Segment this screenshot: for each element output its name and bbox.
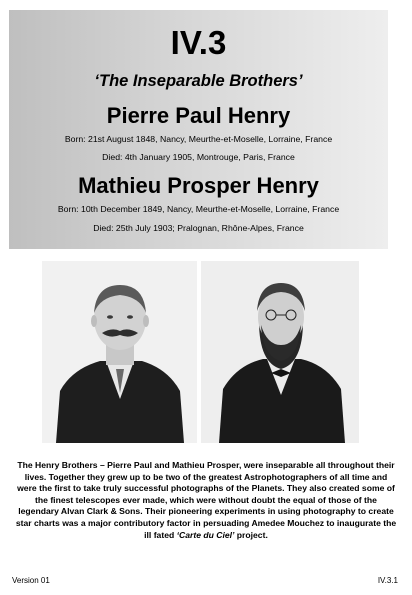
person2-died: Died: 25th July 1903; Pralognan, Rhône-Alpes, France	[93, 223, 304, 233]
biography-text: The Henry Brothers – Pierre Paul and Mathieu Prosper, were inseparable all throughout their lives. Together they grew up to be two of the greatest Astrophotographers of all time and were the first to take truly successful photographs of the Planets. They also created some of the finest telescopes ever made, which were without doubt the equal of those of the legendary Alvan Clark & Sons. Their pioneering experiments in using photography to create star charts was a major contributory factor in persuading Amedee Mouchez to inaugurate the ill fated	[15, 460, 397, 540]
person2-born: Born: 10th December 1849, Nancy, Meurthe-et-Moselle, Lorraine, France	[57, 204, 340, 214]
portrait-mathieu-prosper	[201, 261, 359, 443]
portrait-pierre-paul	[42, 261, 197, 443]
person2-name: Mathieu Prosper Henry	[78, 173, 319, 198]
carte-du-ciel-title: ‘Carte du Ciel’	[176, 529, 235, 540]
page-reference: IV.3.1	[377, 576, 398, 585]
person1-died: Died: 4th January 1905, Montrouge, Paris, France	[102, 152, 295, 162]
version-label: Version 01	[12, 576, 50, 585]
title-header-box	[9, 10, 388, 249]
subtitle: ‘The Inseparable Brothers’	[94, 72, 303, 90]
person1-born: Born: 21st August 1848, Nancy, Meurthe-et-Moselle, Lorraine, France	[64, 134, 333, 144]
person1-name: Pierre Paul Henry	[106, 103, 291, 128]
biography-text-end: project.	[234, 529, 268, 540]
biography-paragraph	[14, 460, 398, 541]
section-number: IV.3	[170, 24, 227, 61]
